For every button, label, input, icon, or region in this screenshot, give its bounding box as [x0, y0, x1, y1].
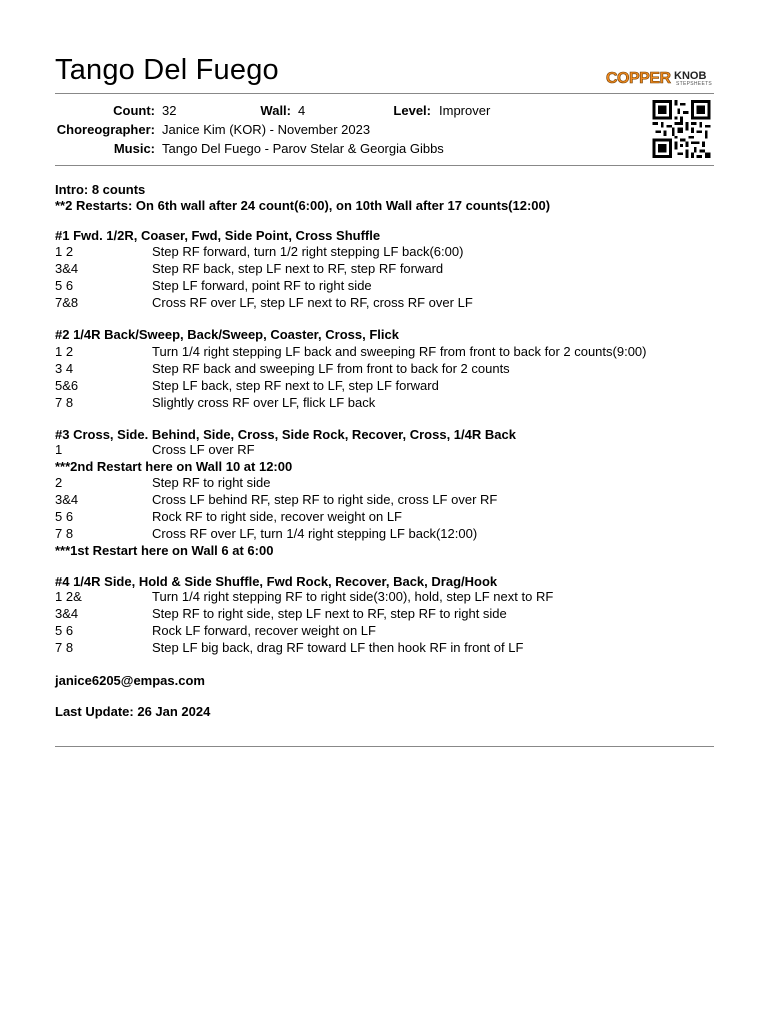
- count-value: 32: [162, 103, 177, 118]
- step-count: 7 8: [55, 395, 74, 410]
- step-description: Turn 1/4 right stepping LF back and sweeping RF from front to back for 2 counts(9:00): [152, 344, 647, 359]
- header-divider: [55, 93, 714, 94]
- step-description: Step RF back and sweeping LF from front to back for 2 counts: [152, 361, 510, 376]
- step-description: Cross RF over LF, turn 1/4 right stepping LF back(12:00): [152, 526, 478, 541]
- logo-knob: KNOB: [674, 70, 707, 82]
- step-description: Step RF to right side: [152, 475, 271, 490]
- step-description: Cross LF over RF: [152, 442, 255, 457]
- step-description: Step LF big back, drag RF toward LF then hook RF in front of LF: [152, 640, 524, 655]
- section-heading: #2 1/4R Back/Sweep, Back/Sweep, Coaster, Cross, Flick: [55, 327, 399, 342]
- restart-note: ***2nd Restart here on Wall 10 at 12:00: [55, 459, 293, 474]
- restarts-text: **2 Restarts: On 6th wall after 24 count(6:00), on 10th Wall after 17 counts(12:00): [55, 198, 551, 213]
- step-count: 2: [55, 475, 63, 490]
- step-description: Step LF forward, point RF to right side: [152, 278, 372, 293]
- level-value: Improver: [439, 103, 491, 118]
- step-count: 7 8: [55, 526, 74, 541]
- step-count: 7&8: [55, 295, 79, 310]
- music-label: Music:: [113, 141, 155, 156]
- step-count: 1: [55, 442, 63, 457]
- restart-note: ***1st Restart here on Wall 6 at 6:00: [55, 543, 274, 558]
- step-description: Turn 1/4 right stepping RF to right side(3:00), hold, step LF next to RF: [152, 589, 554, 604]
- step-count: 3&4: [55, 606, 79, 621]
- step-count: 1 2: [55, 344, 74, 359]
- section-heading: #4 1/4R Side, Hold & Side Shuffle, Fwd Rock, Recover, Back, Drag/Hook: [55, 574, 498, 589]
- step-description: Rock RF to right side, recover weight on LF: [152, 509, 402, 524]
- wall-label: Wall:: [260, 103, 291, 118]
- qr-code-icon: [650, 100, 713, 158]
- level-label: Level:: [393, 103, 431, 118]
- page-title: Tango Del Fuego: [55, 54, 279, 86]
- step-count: 7 8: [55, 640, 74, 655]
- section-heading: #3 Cross, Side. Behind, Side, Cross, Side Rock, Recover, Cross, 1/4R Back: [55, 427, 516, 442]
- music-value: Tango Del Fuego - Parov Stelar & Georgia Gibbs: [162, 141, 444, 156]
- step-count: 5&6: [55, 378, 79, 393]
- step-description: Step RF to right side, step LF next to RF, step RF to right side: [152, 606, 507, 621]
- step-description: Step RF back, step LF next to RF, step RF forward: [152, 261, 444, 276]
- copperknob-logo: [606, 70, 714, 90]
- step-description: Step RF forward, turn 1/2 right stepping LF back(6:00): [152, 244, 464, 259]
- meta-divider: [55, 165, 714, 166]
- step-description: Step LF back, step RF next to LF, step LF forward: [152, 378, 439, 393]
- choreographer-label: Choreographer:: [56, 122, 155, 137]
- last-update: Last Update: 26 Jan 2024: [55, 704, 211, 719]
- count-label: Count:: [113, 103, 155, 118]
- section-heading: #1 Fwd. 1/2R, Coaser, Fwd, Side Point, Cross Shuffle: [55, 228, 381, 243]
- step-description: Rock LF forward, recover weight on LF: [152, 623, 376, 638]
- step-count: 3 4: [55, 361, 74, 376]
- choreographer-value: Janice Kim (KOR) - November 2023: [162, 122, 371, 137]
- step-description: Cross RF over LF, step LF next to RF, cross RF over LF: [152, 295, 473, 310]
- step-description: Slightly cross RF over LF, flick LF back: [152, 395, 376, 410]
- footer-divider: [55, 746, 714, 747]
- step-count: 3&4: [55, 261, 79, 276]
- step-description: Cross LF behind RF, step RF to right side, cross LF over RF: [152, 492, 498, 507]
- step-count: 5 6: [55, 278, 74, 293]
- step-count: 5 6: [55, 509, 74, 524]
- step-count: 1 2: [55, 244, 74, 259]
- step-count: 1 2&: [55, 589, 82, 604]
- wall-value: 4: [298, 103, 306, 118]
- step-count: 5 6: [55, 623, 74, 638]
- intro-text: Intro: 8 counts: [55, 182, 146, 197]
- contact-email[interactable]: janice6205@empas.com: [55, 673, 205, 688]
- step-count: 3&4: [55, 492, 79, 507]
- logo-brand: COPPER: [606, 70, 671, 87]
- logo-sub: STEPSHEETS: [676, 81, 713, 87]
